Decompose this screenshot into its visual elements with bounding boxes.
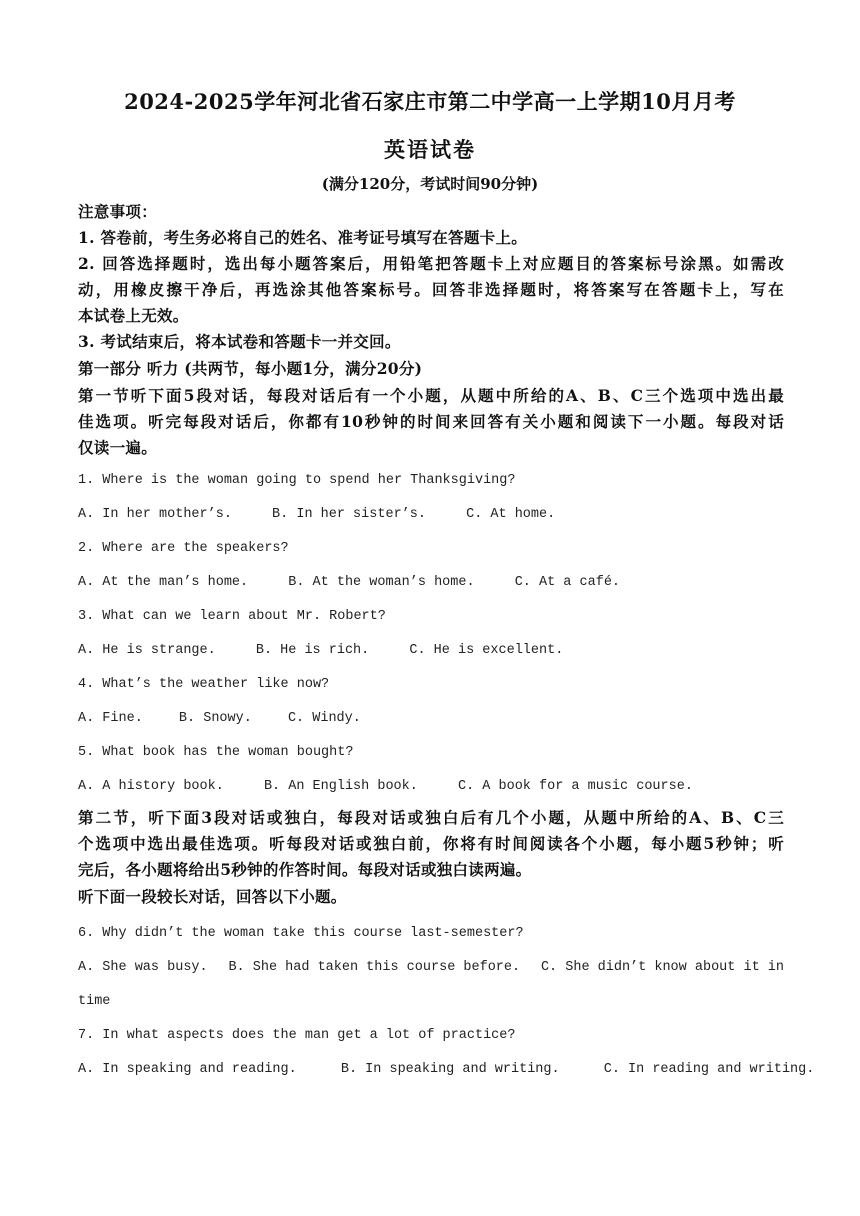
question-5-options — [78, 779, 784, 794]
dialogue-instruction: 听下面一段较长对话，回答以下小题。 — [78, 887, 347, 906]
question-6-option-c-continued: time — [78, 994, 111, 1009]
note-2-line-1: 2. 回答选择题时，选出每小题答案后，用铅笔把答题卡上对应题目的答案标号涂黑。如需改 — [78, 254, 784, 273]
question-1-stem: 1. Where is the woman going to spend her Thanksgiving? — [78, 473, 516, 488]
question-7-options — [78, 1062, 815, 1077]
note-2-line-2: 动，用橡皮擦干净后，再选涂其他答案标号。回答非选择题时，将答案写在答题卡上，写在 — [78, 280, 784, 299]
subject-title: 英语试卷 — [384, 137, 476, 162]
section1-instructions-line-1: 第一节听下面5段对话，每段对话后有一个小题，从题中所给的A、B、C三个选项中选出最 — [78, 386, 784, 405]
q5-option-a: A. A history book. — [78, 779, 224, 794]
section2-instructions-line-2: 个选项中选出最佳选项。听每段对话或独白前，你将有时间阅读各个小题，每小题5秒钟；听 — [78, 834, 784, 853]
part1-heading: 第一部分 听力 (共两节，每小题1分，满分20分) — [78, 359, 423, 378]
question-3-stem: 3. What can we learn about Mr. Robert? — [78, 609, 386, 624]
question-5-stem: 5. What book has the woman bought? — [78, 745, 354, 760]
q3-option-b: B. He is rich. — [255, 643, 370, 658]
q4-option-a: A. Fine. — [78, 711, 143, 726]
question-6-stem: 6. Why didn’t the woman take this course last-semester? — [78, 926, 524, 941]
q1-option-b: B. In her sister’s. — [272, 507, 426, 522]
q5-option-b: B. An English book. — [263, 779, 418, 794]
exam-info: (满分120分，考试时间90分钟) — [321, 175, 539, 193]
q5-option-c: C. A book for a music course. — [457, 779, 693, 794]
note-3: 3. 考试结束后，将本试卷和答题卡一并交回。 — [78, 332, 401, 351]
q7-option-a: A. In speaking and reading. — [78, 1062, 297, 1077]
question-2-options — [78, 575, 784, 590]
notes-heading: 注意事项： — [78, 202, 158, 221]
q2-option-c: C. At a café. — [514, 575, 621, 590]
q7-option-b: B. In speaking and writing. — [340, 1062, 560, 1077]
q3-option-c: C. He is excellent. — [409, 643, 564, 658]
note-1: 1. 答卷前，考生务必将自己的姓名、准考证号填写在答题卡上。 — [78, 228, 528, 247]
section1-instructions-line-3: 仅读一遍。 — [78, 438, 158, 457]
exam-title: 2024-2025学年河北省石家庄市第二中学高一上学期10月月考 — [124, 89, 736, 114]
q6-option-b: B. She had taken this course before. — [228, 960, 521, 975]
q4-option-c: C. Windy. — [287, 711, 361, 726]
q7-option-c: C. In reading and writing. — [603, 1062, 815, 1077]
question-4-options — [78, 711, 784, 726]
q6-option-c: C. She didn’t know about it in — [540, 960, 784, 975]
question-2-stem: 2. Where are the speakers? — [78, 541, 289, 556]
q4-option-b: B. Snowy. — [178, 711, 252, 726]
q3-option-a: A. He is strange. — [78, 643, 216, 658]
question-3-options — [78, 643, 784, 658]
section1-instructions-line-2: 佳选项。听完每段对话后，你都有10秒钟的时间来回答有关小题和阅读下一小题。每段对话 — [78, 412, 784, 431]
q1-option-a: A. In her mother’s. — [78, 507, 232, 522]
q6-option-a: A. She was busy. — [78, 960, 208, 975]
q2-option-a: A. At the man’s home. — [78, 575, 249, 590]
q1-option-c: C. At home. — [466, 507, 556, 522]
question-7-stem: 7. In what aspects does the man get a lot of practice? — [78, 1028, 516, 1043]
question-4-stem: 4. What’s the weather like now? — [78, 677, 330, 692]
question-1-options — [78, 507, 784, 522]
note-2-line-3: 本试卷上无效。 — [78, 306, 189, 325]
section2-instructions-line-1: 第二节，听下面3段对话或独白，每段对话或独白后有几个小题，从题中所给的A、B、C三 — [78, 808, 784, 827]
q2-option-b: B. At the woman’s home. — [288, 575, 475, 590]
section2-instructions-line-3: 完后，各小题将给出5秒钟的作答时间。每段对话或独白读两遍。 — [78, 860, 532, 879]
question-6-options — [78, 960, 784, 975]
